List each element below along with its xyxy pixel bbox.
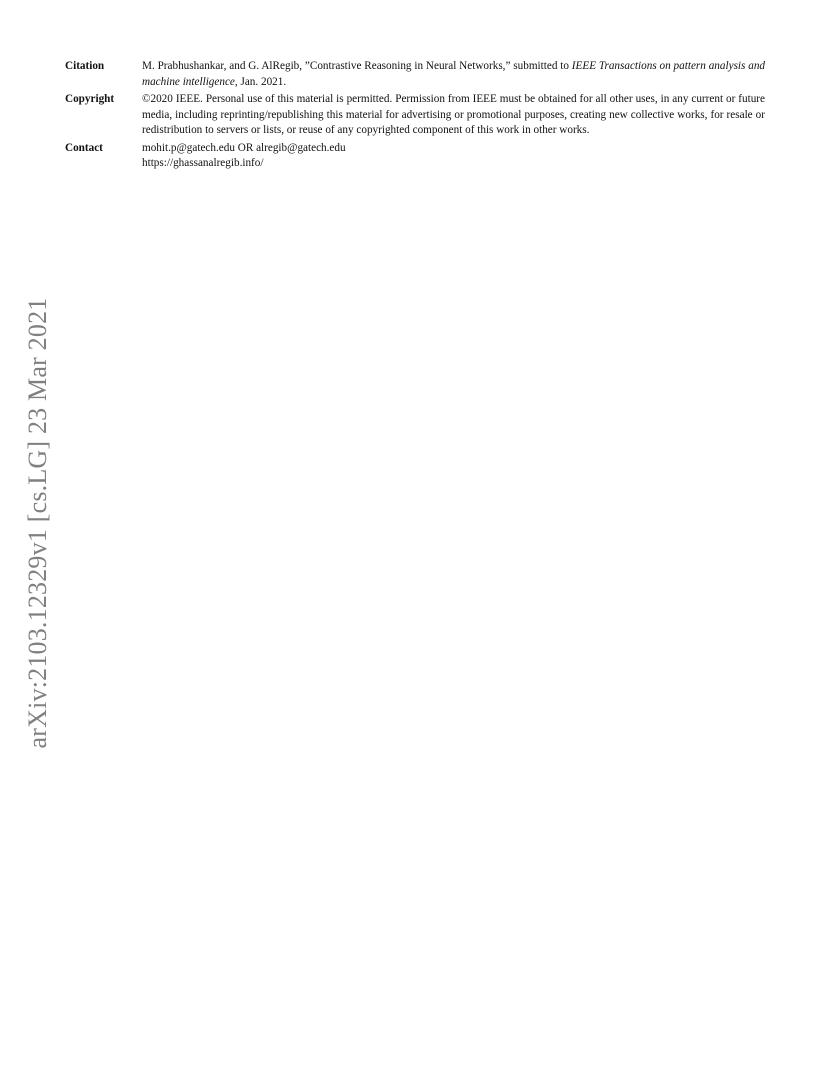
citation-text xyxy=(142,59,765,90)
contact-label: Contact xyxy=(65,141,103,154)
arxiv-identifier-stamp: arXiv:2103.12329v1 [cs.LG] 23 Mar 2021 xyxy=(23,297,52,749)
copyright-row xyxy=(65,92,765,139)
contact-emails[interactable]: mohit.p@gatech.edu OR alregib@gatech.edu xyxy=(142,141,346,154)
citation-label: Citation xyxy=(65,60,105,72)
copyright-label: Copyright xyxy=(65,93,115,105)
copyright-text: ©2020 IEEE. Personal use of this material is permitted. Permission from IEEE must be obtained for all other uses, in any current or future media, including reprinting/republishing this material for advertising or promotional purposes, creating new collective works, for resale or redistribution to servers or lists, or reuse of any copyrighted component of this work in other works. xyxy=(142,93,765,136)
citation-text-end: , Jan. 2021. xyxy=(234,75,287,88)
contact-website-link[interactable]: https://ghassanalregib.info/ xyxy=(142,157,264,169)
citation-row xyxy=(65,59,765,90)
contact-details xyxy=(142,141,765,172)
contact-row xyxy=(65,141,765,172)
citation-journal-name: IEEE Transactions on pattern analysis and machine intelligence xyxy=(142,60,766,88)
citation-text-start: M. Prabhushankar, and G. AlRegib, ”Contrastive Reasoning in Neural Networks,” submitted to xyxy=(142,60,572,72)
paper-info-block xyxy=(65,59,765,174)
